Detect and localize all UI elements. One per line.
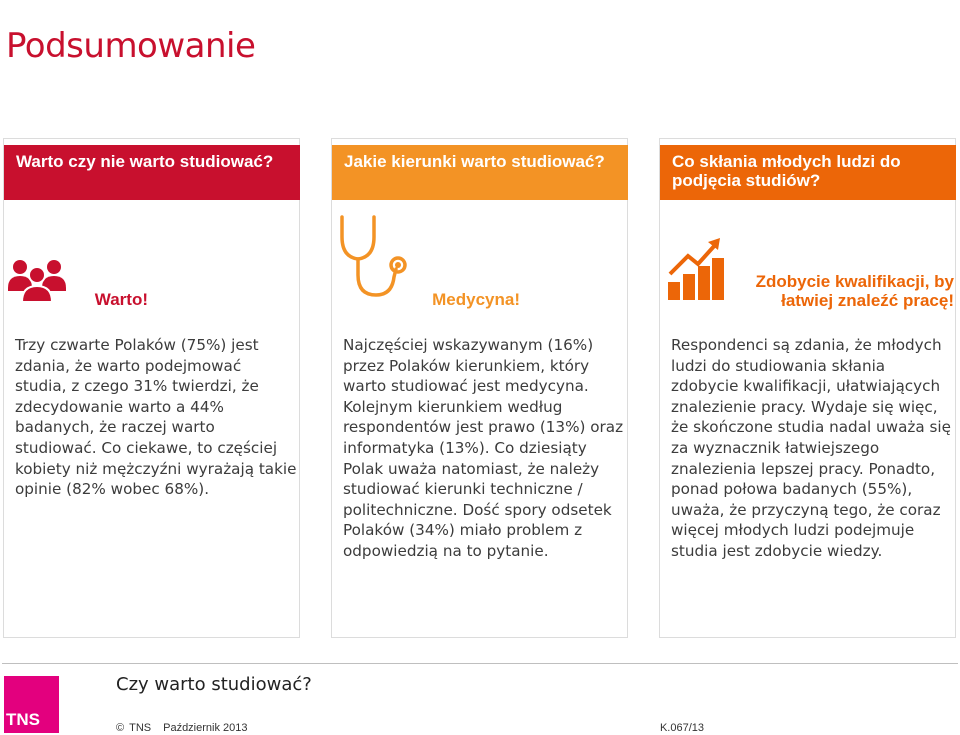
footer-code: K.067/13 — [659, 722, 704, 734]
column-3-header: Co skłania młodych ludzi do podjęcia studiów? — [660, 145, 956, 200]
column-3-highlight: Zdobycie kwalifikacji, by łatwiej znaleźć pracę! — [755, 272, 954, 310]
column-1-highlight: Warto! — [94, 290, 148, 309]
column-2-highlight: Medycyna! — [432, 290, 520, 309]
column-1-text: Trzy czwarte Polaków (75%) jest zdania, że warto podejmować studia, z czego 31% twierdzi, że zdecydowanie warto a 44% badanych, że raczej warto studiować. Co ciekawe, to częściej kobiety niż mężczyźni wyrażają takie opinie (82% wobec 68%). — [15, 336, 297, 499]
page-title: Podsumowanie — [6, 26, 256, 66]
column-3-text: Respondenci są zdania, że młodych ludzi do studiowania skłania zdobycie kwalifikacji, ułatwiających znalezienie pracy. Wydaje się więc, że skończone studia nadal uważa się za wyznacznik łatwiejszego znalezienia lepszej pracy. Ponadto, ponad połowa badanych (55%), uważa, że przyczyną tego, że coraz więcej młodych ludzi podejmuje studia jest zdobycie wiedzy. — [671, 336, 951, 560]
column-2-header: Jakie kierunki warto studiować? — [332, 145, 628, 200]
column-1-header: Warto czy nie warto studiować? — [4, 145, 300, 200]
logo-text: TNS — [6, 710, 40, 729]
footer-title: Czy warto studiować? — [116, 674, 312, 695]
column-2-text: Najczęściej wskazywanym (16%) przez Polaków kierunkiem, który warto studiować jest medycyna. Kolejnym kierunkiem według respondentów jest prawo (13%) oraz informatyka (13%). Co dziesiąty Polak uważa natomiast, że należy studiować kierunki techniczne / politechniczne. Dość spory odsetek Polaków (34%) miało problem z odpowiedzią na to pytanie. — [343, 336, 624, 560]
tns-logo — [4, 676, 59, 733]
footer-divider — [2, 663, 958, 664]
footer-date: Październik 2013 — [163, 722, 248, 734]
footer-company: TNS — [129, 722, 152, 734]
copyright-symbol: © — [116, 722, 125, 734]
footer-copyright — [116, 722, 248, 734]
